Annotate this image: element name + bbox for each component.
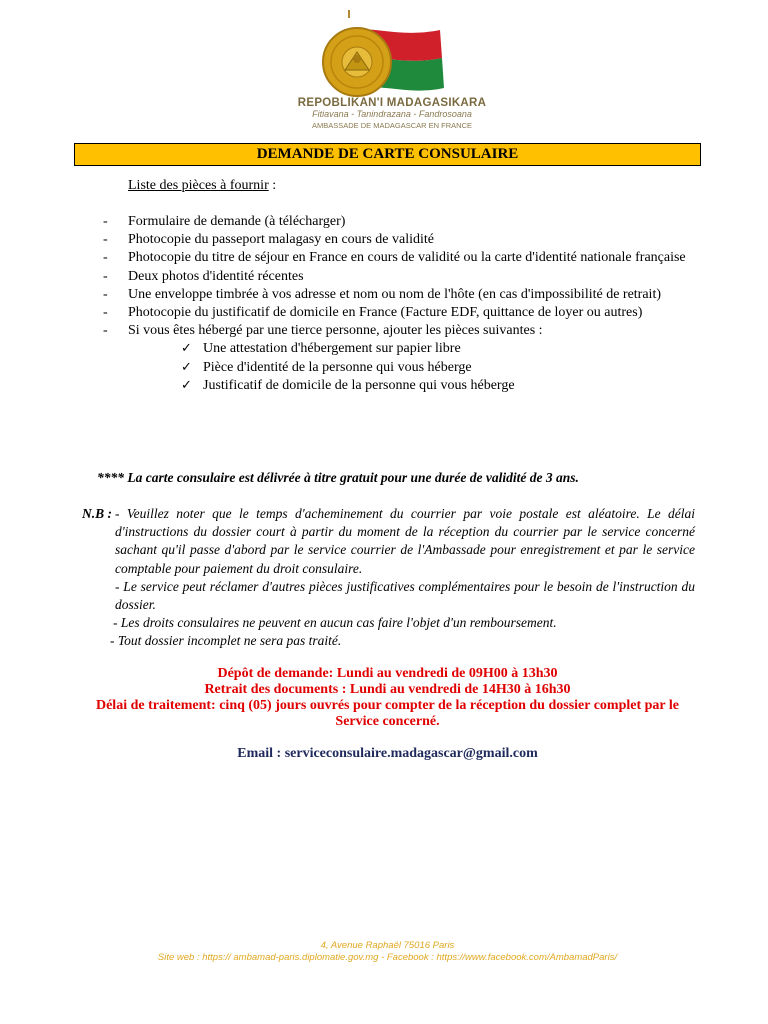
nb-paragraph: - Le service peut réclamer d'autres pièces justificatives complémentaires pour le besoin de l'instruction du dossier. bbox=[115, 578, 695, 613]
checkmark-icon: ✓ bbox=[181, 341, 192, 357]
pieces-list-label: Liste des pièces à fournir bbox=[128, 178, 269, 193]
checkmark-icon: ✓ bbox=[181, 377, 192, 393]
processing-delay: Délai de traitement: cinq (05) jours ouvrés pour compter de la réception du dossier complet par le Service concerné. bbox=[95, 698, 679, 729]
nb-section bbox=[82, 505, 695, 651]
list-item: - Une enveloppe timbrée à vos adresse et nom ou nom de l'hôte (en cas d'impossibilité de retrait) bbox=[103, 286, 661, 302]
nb-paragraph: - Veuillez noter que le temps d'acheminement du courrier par voie postale est aléatoire. Le délai d'instructions du dossier court à partir du moment de la réception du courrier par le service concerné sachant qu'il passe d'abord par le service courrier de l'Ambassade pour enregistrement et par le service comptable pour paiement du droit consulaire. bbox=[115, 506, 695, 576]
pieces-list-colon: : bbox=[268, 178, 277, 193]
free-of-charge-note: **** La carte consulaire est délivrée à titre gratuit pour une durée de validité de 3 ans. bbox=[97, 470, 579, 485]
nb-paragraph: - Les droits consulaires ne peuvent en aucun cas faire l'objet d'un remboursement. bbox=[113, 615, 557, 631]
list-item: ✓ Une attestation d'hébergement sur papier libre bbox=[175, 340, 698, 358]
document-title: DEMANDE DE CARTE CONSULAIRE bbox=[74, 143, 701, 166]
deposit-hours: Dépôt de demande: Lundi au vendredi de 09H00 à 13h30 bbox=[217, 666, 558, 681]
list-item: - Photocopie du passeport malagasy en cours de validité bbox=[103, 232, 434, 248]
nb-paragraph: - Tout dossier incomplet ne sera pas traité. bbox=[110, 633, 342, 649]
list-item: ✓ Justificatif de domicile de la personne qui vous héberge bbox=[175, 377, 698, 395]
logo-country-name: REPOBLIKAN'I MADAGASIKARA bbox=[297, 97, 487, 109]
pickup-hours: Retrait des documents : Lundi au vendredi de 14H30 à 16h30 bbox=[204, 682, 571, 697]
logo-motto: Fitiavana - Tanindrazana - Fandrosoana bbox=[312, 109, 472, 119]
pieces-list-heading bbox=[128, 177, 276, 195]
footer-websites: Site web : https:// ambamad-paris.diplomatie.gov.mg - Facebook : https://www.facebook.com/AmbamadParis/ bbox=[157, 952, 618, 963]
nb-label: N.B : bbox=[82, 506, 112, 521]
list-item: - Deux photos d'identité récentes bbox=[103, 268, 304, 284]
checkmark-icon: ✓ bbox=[181, 359, 192, 375]
embassy-logo bbox=[270, 8, 510, 133]
office-hours bbox=[74, 666, 701, 730]
footer-address: 4, Avenue Raphaël 75016 Paris bbox=[320, 940, 455, 951]
list-item: - Photocopie du justificatif de domicile en France (Facture EDF, quittance de loyer ou autres) bbox=[103, 305, 643, 321]
list-item: - Photocopie du titre de séjour en France en cours de validité ou la carte d'identité nationale française bbox=[103, 250, 686, 266]
page-footer bbox=[74, 940, 701, 964]
hosted-documents-list bbox=[128, 340, 698, 395]
logo-embassy-name: AMBASSADE DE MADAGASCAR EN FRANCE bbox=[311, 121, 473, 130]
list-item: - Si vous êtes hébergé par une tierce personne, ajouter les pièces suivantes : ✓ Une attestation d'hébergement sur papier libre ✓ Pièce d'identité de la personne qui vous héberge ✓ Justificatif de domicile de la personne qui vous héberge bbox=[98, 322, 698, 395]
madagascar-seal-flag-icon bbox=[320, 8, 450, 98]
list-item: ✓ Pièce d'identité de la personne qui vous héberge bbox=[175, 359, 698, 377]
contact-email: Email : serviceconsulaire.madagascar@gmail.com bbox=[237, 746, 538, 761]
list-item: - Formulaire de demande (à télécharger) bbox=[103, 214, 346, 229]
required-documents-list bbox=[98, 213, 698, 395]
